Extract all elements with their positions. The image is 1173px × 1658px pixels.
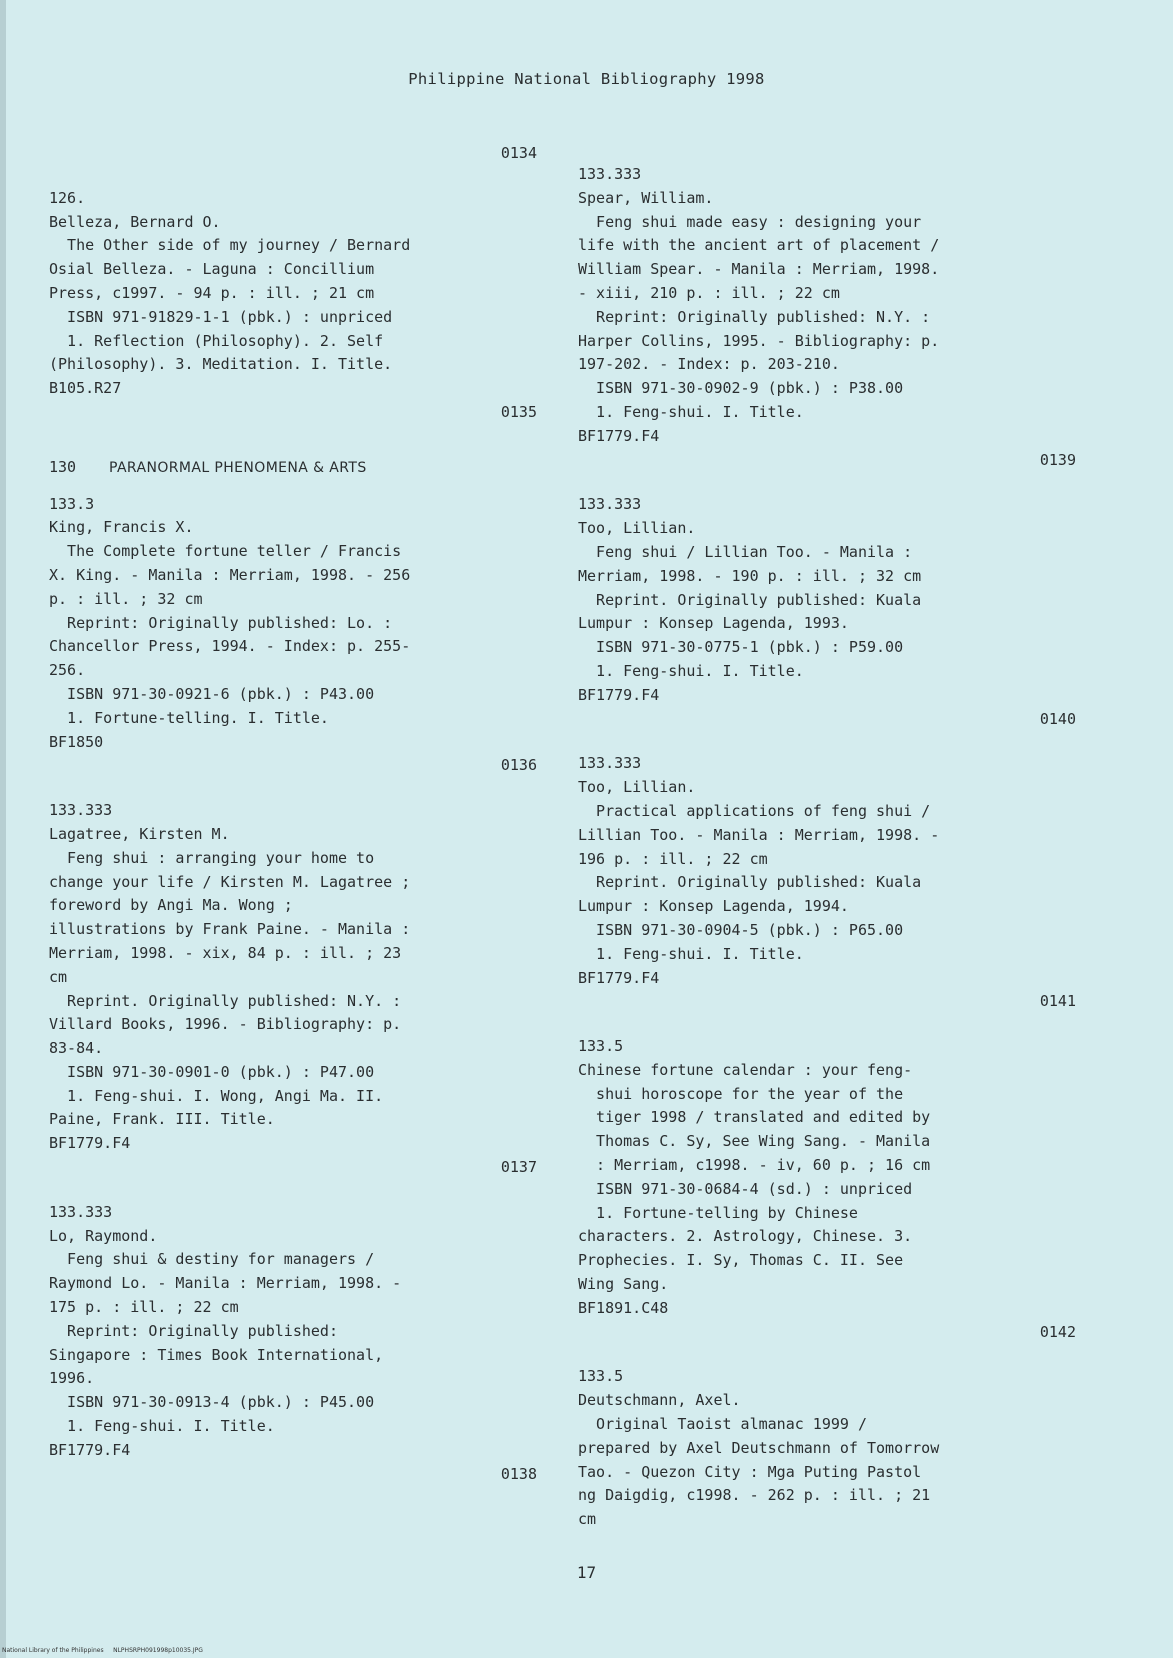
entry-gap	[578, 731, 1078, 752]
page-edge	[0, 0, 6, 1658]
entry-number: 0141	[1039, 992, 1076, 1011]
entry-gap	[49, 1180, 539, 1201]
entry-line: ISBN 971-30-0902-9 (pbk.) : P38.00	[578, 379, 904, 398]
entry-line: William Spear. - Manila : Merriam, 1998.	[578, 260, 940, 279]
entry-line: Reprint: Originally published: Lo. :	[49, 613, 393, 632]
entry-line: 133.333	[578, 754, 642, 773]
entry-line: change your life / Kirsten M. Lagatree ;	[49, 872, 411, 891]
entry-line: Paine, Frank. III. Title.	[49, 1110, 275, 1129]
entry-line: BF1779.F4	[49, 1134, 131, 1153]
entry-gap	[578, 1014, 1078, 1035]
entry-line: 1. Reflection (Philosophy). 2. Self	[49, 331, 384, 350]
entry-line: 83-84.	[49, 1039, 104, 1058]
entry-number: 0137	[500, 1158, 537, 1177]
entry-number: 0134	[500, 144, 537, 162]
entry-gap	[578, 472, 1078, 493]
entry-line: Press, c1997. - 94 p. : ill. ; 21 cm	[49, 283, 375, 302]
catalog-entry	[578, 708, 1078, 991]
entry-line: cm	[578, 1510, 597, 1529]
entry-line: 1. Feng-shui. I. Title.	[578, 661, 804, 680]
entry-line: characters. 2. Astrology, Chinese. 3.	[578, 1227, 913, 1246]
entry-line: Feng shui : arranging your home to	[49, 848, 375, 867]
entry-line: ISBN 971-30-0901-0 (pbk.) : P47.00	[49, 1062, 375, 1081]
entry-line: Practical applications of feng shui /	[578, 801, 931, 820]
entry-line: 133.333	[49, 1202, 113, 1221]
section-heading	[49, 456, 539, 481]
entry-line: life with the ancient art of placement /	[578, 236, 940, 255]
entry-line: B105.R27	[49, 379, 122, 398]
entry-number: 0136	[500, 756, 537, 775]
entry-line: Lumpur : Konsep Lagenda, 1993.	[578, 614, 849, 633]
catalog-entry	[578, 990, 1078, 1320]
entry-line: ISBN 971-30-0775-1 (pbk.) : P59.00	[578, 638, 904, 657]
catalog-entry	[578, 1321, 1078, 1532]
page-header: Philippine National Bibliography 1998	[408, 70, 765, 88]
entry-line: Deutschmann, Axel.	[578, 1391, 741, 1410]
entry-line: : Merriam, c1998. - iv, 60 p. ; 16 cm	[578, 1156, 931, 1175]
entry-line: X. King. - Manila : Merriam, 1998. - 256	[49, 565, 411, 584]
entry-line: Merriam, 1998. - xix, 84 p. : ill. ; 23	[49, 943, 402, 962]
entry-line: The Complete fortune teller / Francis	[49, 542, 402, 561]
entry-gap	[49, 778, 539, 799]
entry-line: 133.5	[578, 1367, 624, 1386]
entry-line: 1. Feng-shui. I. Title.	[49, 1417, 275, 1436]
entry-line: 1. Fortune-telling by Chinese	[578, 1203, 858, 1222]
entry-line: 126.	[49, 188, 86, 207]
entry-line: shui horoscope for the year of the	[578, 1084, 904, 1103]
entry-line: Lillian Too. - Manila : Merriam, 1998. -	[578, 825, 940, 844]
entry-number: 0142	[1039, 1322, 1076, 1341]
entry-line: Reprint. Originally published: Kuala	[578, 873, 922, 892]
catalog-entry	[49, 1463, 539, 1487]
entry-line: ng Daigdig, c1998. - 262 p. : ill. ; 21	[578, 1486, 931, 1505]
catalog-entry	[49, 401, 539, 754]
catalog-entry	[578, 449, 1078, 708]
catalog-entry	[49, 754, 539, 1156]
entry-line: - xiii, 210 p. : ill. ; 22 cm	[578, 283, 840, 302]
entry-line: ISBN 971-30-0913-4 (pbk.) : P45.00	[49, 1393, 375, 1412]
entry-line: Belleza, Bernard O.	[49, 212, 221, 231]
entry-line: Wing Sang.	[578, 1275, 669, 1294]
entry-line: Reprint: Originally published: N.Y. :	[578, 307, 931, 326]
entry-gap	[49, 425, 539, 446]
entry-line: Lumpur : Konsep Lagenda, 1994.	[578, 897, 849, 916]
entry-gap	[578, 1344, 1078, 1365]
right-column	[578, 142, 1078, 1532]
entry-line: 133.3	[49, 494, 95, 513]
entry-line: Prophecies. I. Sy, Thomas C. II. See	[578, 1251, 904, 1270]
section-title: PARANORMAL PHENOMENA & ARTS	[109, 459, 367, 476]
entry-line: (Philosophy). 3. Meditation. I. Title.	[49, 355, 393, 374]
entry-number: 0139	[1039, 450, 1076, 469]
entry-line: 1. Feng-shui. I. Title.	[578, 402, 804, 421]
entry-line: Reprint. Originally published: N.Y. :	[49, 991, 402, 1010]
entry-line: BF1779.F4	[578, 685, 660, 704]
entry-line: 197-202. - Index: p. 203-210.	[578, 355, 840, 374]
entry-line: 256.	[49, 661, 86, 680]
entry-line: ISBN 971-30-0684-4 (sd.) : unpriced	[578, 1179, 913, 1198]
entry-line: 133.333	[578, 495, 642, 514]
entry-number: 0138	[500, 1464, 537, 1483]
entry-line: 133.5	[578, 1037, 624, 1056]
entry-line: Feng shui / Lillian Too. - Manila :	[578, 542, 913, 561]
entry-line: Lo, Raymond.	[49, 1226, 158, 1245]
entry-line: p. : ill. ; 32 cm	[49, 589, 203, 608]
entry-line: cm	[49, 967, 68, 986]
entry-line: prepared by Axel Deutschmann of Tomorrow	[578, 1438, 940, 1457]
entry-line: Merriam, 1998. - 190 p. : ill. ; 32 cm	[578, 566, 922, 585]
entry-number: 0135	[500, 402, 537, 421]
entry-line: tiger 1998 / translated and edited by	[578, 1108, 931, 1127]
entry-line: 175 p. : ill. ; 22 cm	[49, 1298, 239, 1317]
catalog-entry	[49, 142, 539, 401]
entry-gap	[49, 166, 539, 187]
entry-line: Villard Books, 1996. - Bibliography: p.	[49, 1015, 402, 1034]
entry-line: 1. Fortune-telling. I. Title.	[49, 708, 329, 727]
entry-line: BF1850	[49, 732, 104, 751]
catalog-entry	[578, 142, 1078, 449]
page-number: 17	[576, 1563, 597, 1582]
entry-line: ISBN 971-30-0921-6 (pbk.) : P43.00	[49, 684, 375, 703]
entry-line: Lagatree, Kirsten M.	[49, 824, 230, 843]
section-code: 130	[49, 457, 77, 476]
entry-line: Harper Collins, 1995. - Bibliography: p.	[578, 331, 940, 350]
entry-line: Raymond Lo. - Manila : Merriam, 1998. -	[49, 1274, 402, 1293]
entry-line: BF1779.F4	[49, 1440, 131, 1459]
entry-line: 1996.	[49, 1369, 95, 1388]
entry-line: BF1779.F4	[578, 426, 660, 445]
entry-line: Feng shui & destiny for managers /	[49, 1250, 375, 1269]
entry-line: Thomas C. Sy, See Wing Sang. - Manila	[578, 1132, 931, 1151]
entry-line: ISBN 971-30-0904-5 (pbk.) : P65.00	[578, 920, 904, 939]
entry-line: 133.333	[578, 165, 642, 183]
entry-line: Reprint. Originally published: Kuala	[578, 590, 922, 609]
entry-line: Feng shui made easy : designing your	[578, 212, 922, 231]
entry-line: Osial Belleza. - Laguna : Concillium	[49, 260, 375, 279]
entry-line: Too, Lillian.	[578, 519, 696, 538]
entry-line: Spear, William.	[578, 188, 714, 207]
entry-line: Reprint: Originally published:	[49, 1321, 338, 1340]
entry-line: Chancellor Press, 1994. - Index: p. 255-	[49, 637, 411, 656]
entry-line: Singapore : Times Book International,	[49, 1345, 384, 1364]
entry-gap	[578, 142, 1078, 163]
catalog-entry	[49, 1156, 539, 1463]
entry-line: foreword by Angi Ma. Wong ;	[49, 896, 293, 915]
entry-line: 196 p. : ill. ; 22 cm	[578, 849, 768, 868]
entry-line: The Other side of my journey / Bernard	[49, 236, 411, 255]
entry-line: BF1779.F4	[578, 968, 660, 987]
entry-line: BF1891.C48	[578, 1298, 669, 1317]
entry-line: Original Taoist almanac 1999 /	[578, 1415, 867, 1434]
entry-line: ISBN 971-91829-1-1 (pbk.) : unpriced	[49, 307, 393, 326]
scan-footer: National Library of the Philippines NLPHSRPH091998p10035.JPG	[2, 1647, 203, 1654]
entry-line: 1. Feng-shui. I. Title.	[578, 944, 804, 963]
entry-line: illustrations by Frank Paine. - Manila :	[49, 920, 411, 939]
entry-line: Chinese fortune calendar : your feng-	[578, 1060, 913, 1079]
entry-line: King, Francis X.	[49, 518, 194, 537]
entry-line: Tao. - Quezon City : Mga Puting Pastol	[578, 1462, 922, 1481]
entry-number: 0140	[1039, 709, 1076, 728]
entry-line: 133.333	[49, 801, 113, 820]
entry-line: 1. Feng-shui. I. Wong, Angi Ma. II.	[49, 1086, 384, 1105]
left-column	[49, 142, 539, 1486]
entry-line: Too, Lillian.	[578, 778, 696, 797]
